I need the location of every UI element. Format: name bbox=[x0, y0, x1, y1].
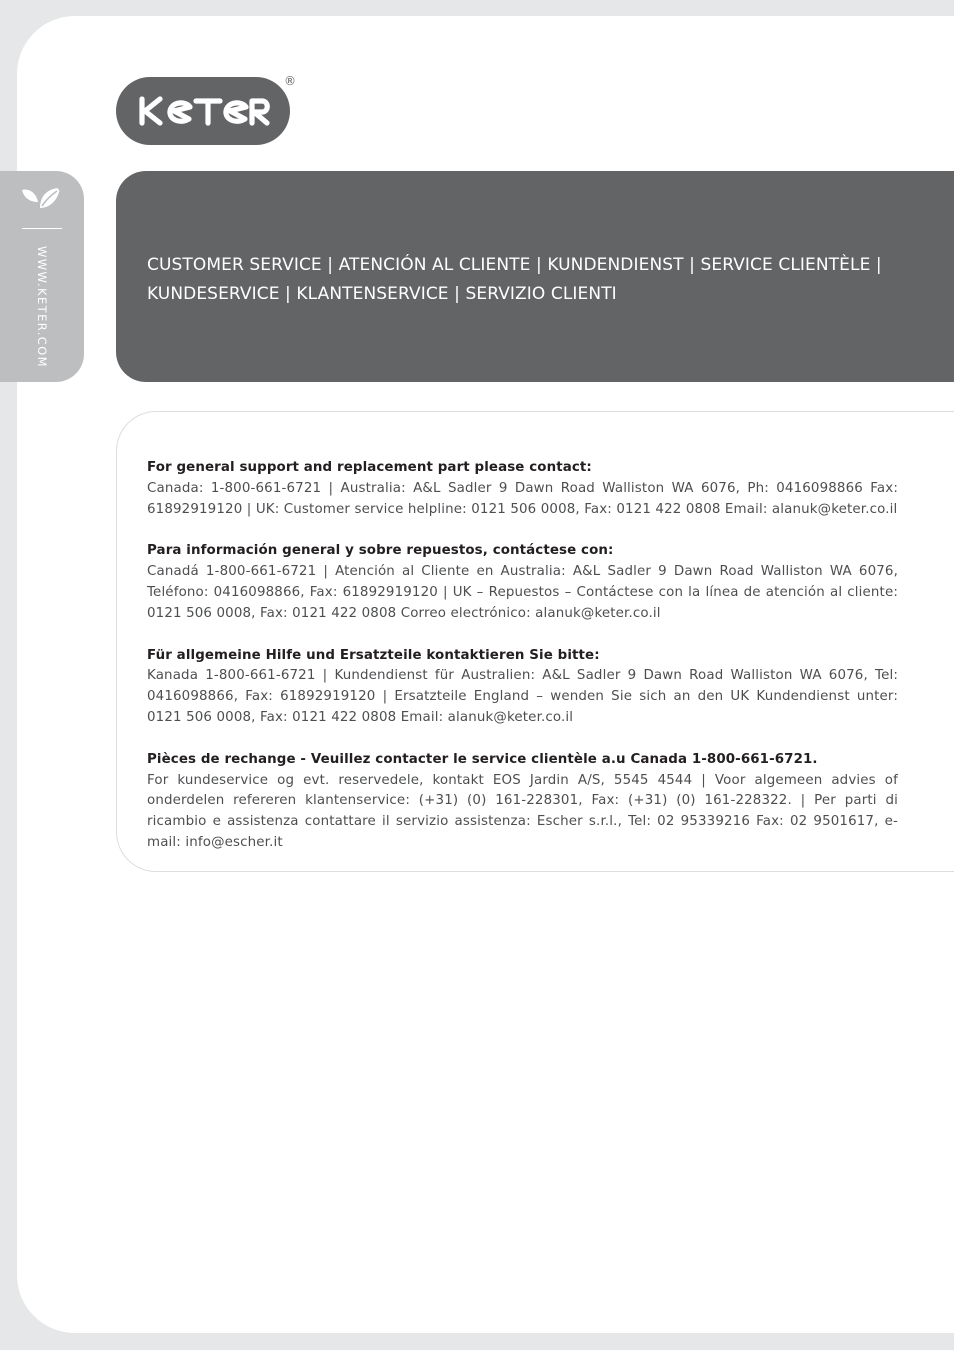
section-body: Canada: 1-800-661-6721 | Australia: A&L Sadler 9 Dawn Road Walliston WA 6076, Ph: 0416098866 Fax: 61892919120 | UK: Customer service helpline: 0121 506 0008, Fax: 0121 422 0808 Email: alanuk@keter.co.il bbox=[147, 480, 898, 517]
keter-logo bbox=[116, 77, 290, 145]
leaf-icon bbox=[20, 184, 62, 214]
section-heading: For general support and replacement part please contact: bbox=[147, 460, 592, 475]
section-body: For kundeservice og evt. reservedele, kontakt EOS Jardin A/S, 5545 4544 | Voor algemeen advies of onderdelen refereren klantenservice: (+31) (0) 161-228301, Fax: (+31) (0) 161-228322. | Per parti di ricambio e assistenza contattare il servizio assistenza: Escher s.r.l., Tel: 02 95339216 Fax: 02 9501617, e-mail: info@escher.it bbox=[147, 772, 898, 850]
side-tab-divider bbox=[22, 228, 62, 229]
section-heading: Para información general y sobre repuestos, contáctese con: bbox=[147, 543, 614, 559]
banner-title: CUSTOMER SERVICE | ATENCIÓN AL CLIENTE | KUNDENDIENST | SERVICE CLIENTÈLE | KUNDESERVICE | KLANTENSERVICE | SERVIZIO CLIENTI bbox=[147, 255, 882, 304]
section-heading: Für allgemeine Hilfe und Ersatzteile kontaktieren Sie bitte: bbox=[147, 647, 600, 663]
section-body: Canadá 1-800-661-6721 | Atención al Cliente en Australia: A&L Sadler 9 Dawn Road Walliston WA 6076, Teléfono: 0416098866, Fax: 61892919120 | UK – Repuestos – Contáctese con la línea de atención al cliente: 0121 506 0008, Fax: 0121 422 0808 Correo electrónico: alanuk@keter.co.il bbox=[147, 564, 898, 621]
website-url[interactable]: WWW.KETER.COM bbox=[35, 246, 49, 368]
section-heading: Pièces de rechange - Veuillez contacter le service clientèle a.u Canada 1-800-661-6721. bbox=[147, 751, 818, 767]
contact-section-german bbox=[147, 646, 898, 729]
keter-logo-wordmark bbox=[136, 93, 270, 129]
contact-section-other bbox=[147, 750, 898, 854]
contact-sections bbox=[147, 458, 898, 875]
contact-section-spanish bbox=[147, 541, 898, 624]
registered-trademark: ® bbox=[284, 74, 296, 88]
contact-section-english bbox=[147, 458, 898, 520]
section-body: Kanada 1-800-661-6721 | Kundendienst für Australien: A&L Sadler 9 Dawn Road Walliston WA 6076, Tel: 0416098866, Fax: 61892919120 | Ersatzteile England – wenden Sie sich an den UK Kundendienst unter: 0121 506 0008, Fax: 0121 422 0808 Email: alanuk@keter.co.il bbox=[147, 668, 898, 725]
